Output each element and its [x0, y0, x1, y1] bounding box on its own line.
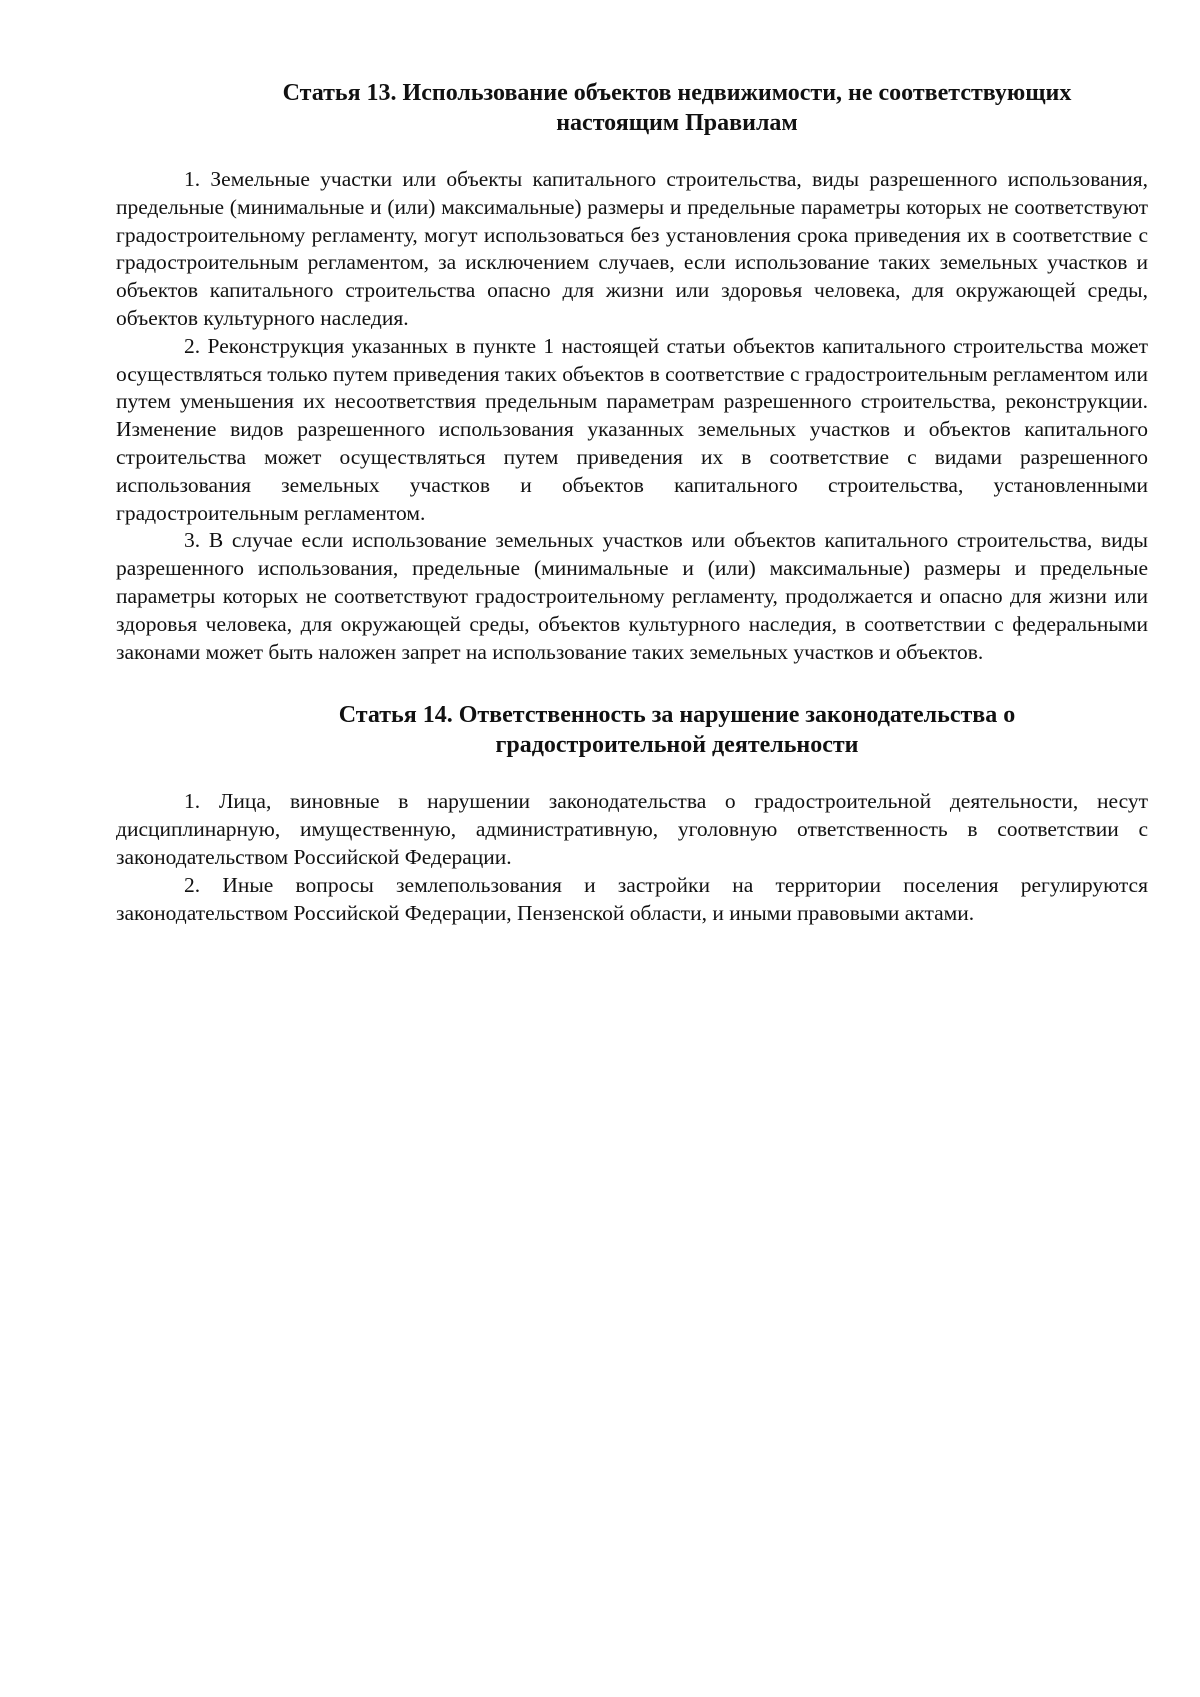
- article-14-title: [116, 700, 1148, 760]
- article-13-section: [116, 78, 1148, 666]
- article-13-title: [116, 78, 1148, 138]
- article-14-section: [116, 700, 1148, 927]
- article-14-clauses: [116, 788, 1148, 927]
- article-14-title-line-1: Статья 14. Ответственность за нарушение законодательства о: [338, 702, 1016, 729]
- article-14-title-line-2: градостроительной деятельности: [495, 732, 859, 759]
- article-13-title-line-1: Статья 13. Использование объектов недвижимости, не соответствующих: [282, 80, 1072, 106]
- article-13-clauses: [116, 166, 1148, 666]
- article-13-clause-1: 1. Земельные участки или объекты капитального строительства, виды разрешенного использования, предельные (минимальные и (или) максимальные) размеры и предельные параметры которых не соответствуют градостроительному регламенту, могут использоваться без установления срока приведения их в соответствие с градостроительным регламентом, за исключением случаев, если использование таких земельных участков и объектов капитального строительства опасно для жизни или здоровья человека, для окружающей среды, объектов культурного наследия.: [116, 167, 1148, 330]
- article-13-title-line-2: настоящим Правилам: [556, 110, 798, 136]
- article-14-clause-1: 1. Лица, виновные в нарушении законодательства о градостроительной деятельности, несут дисциплинарную, имущественную, административную, уголовную ответственность в соответствии с законодательством Российской Федерации.: [116, 789, 1148, 869]
- document-page: [116, 78, 1148, 927]
- article-13-clause-3: 3. В случае если использование земельных участков или объектов капитального строительства, виды разрешенного использования, предельные (минимальные и (или) максимальные) размеры и предельные параметры которых не соответствуют градостроительному регламенту, продолжается и опасно для жизни или здоровья человека, для окружающей среды, объектов культурного наследия, в соответствии с федеральными законами может быть наложен запрет на использование таких земельных участков и объектов.: [116, 528, 1148, 664]
- article-13-clause-2: 2. Реконструкция указанных в пункте 1 настоящей статьи объектов капитального строительства может осуществляться только путем приведения таких объектов в соответствие с градостроительным регламентом или путем уменьшения их несоответствия предельным параметрам разрешенного строительства, реконструкции. Изменение видов разрешенного использования указанных земельных участков и объектов капитального строительства может осуществляться путем приведения их в соответствие с видами разрешенного использования земельных участков и объектов капитального строительства, установленными градостроительным регламентом.: [116, 333, 1148, 525]
- article-14-clause-2: 2. Иные вопросы землепользования и застройки на территории поселения регулируются законодательством Российской Федерации, Пензенской области, и иными правовыми актами.: [116, 872, 1148, 925]
